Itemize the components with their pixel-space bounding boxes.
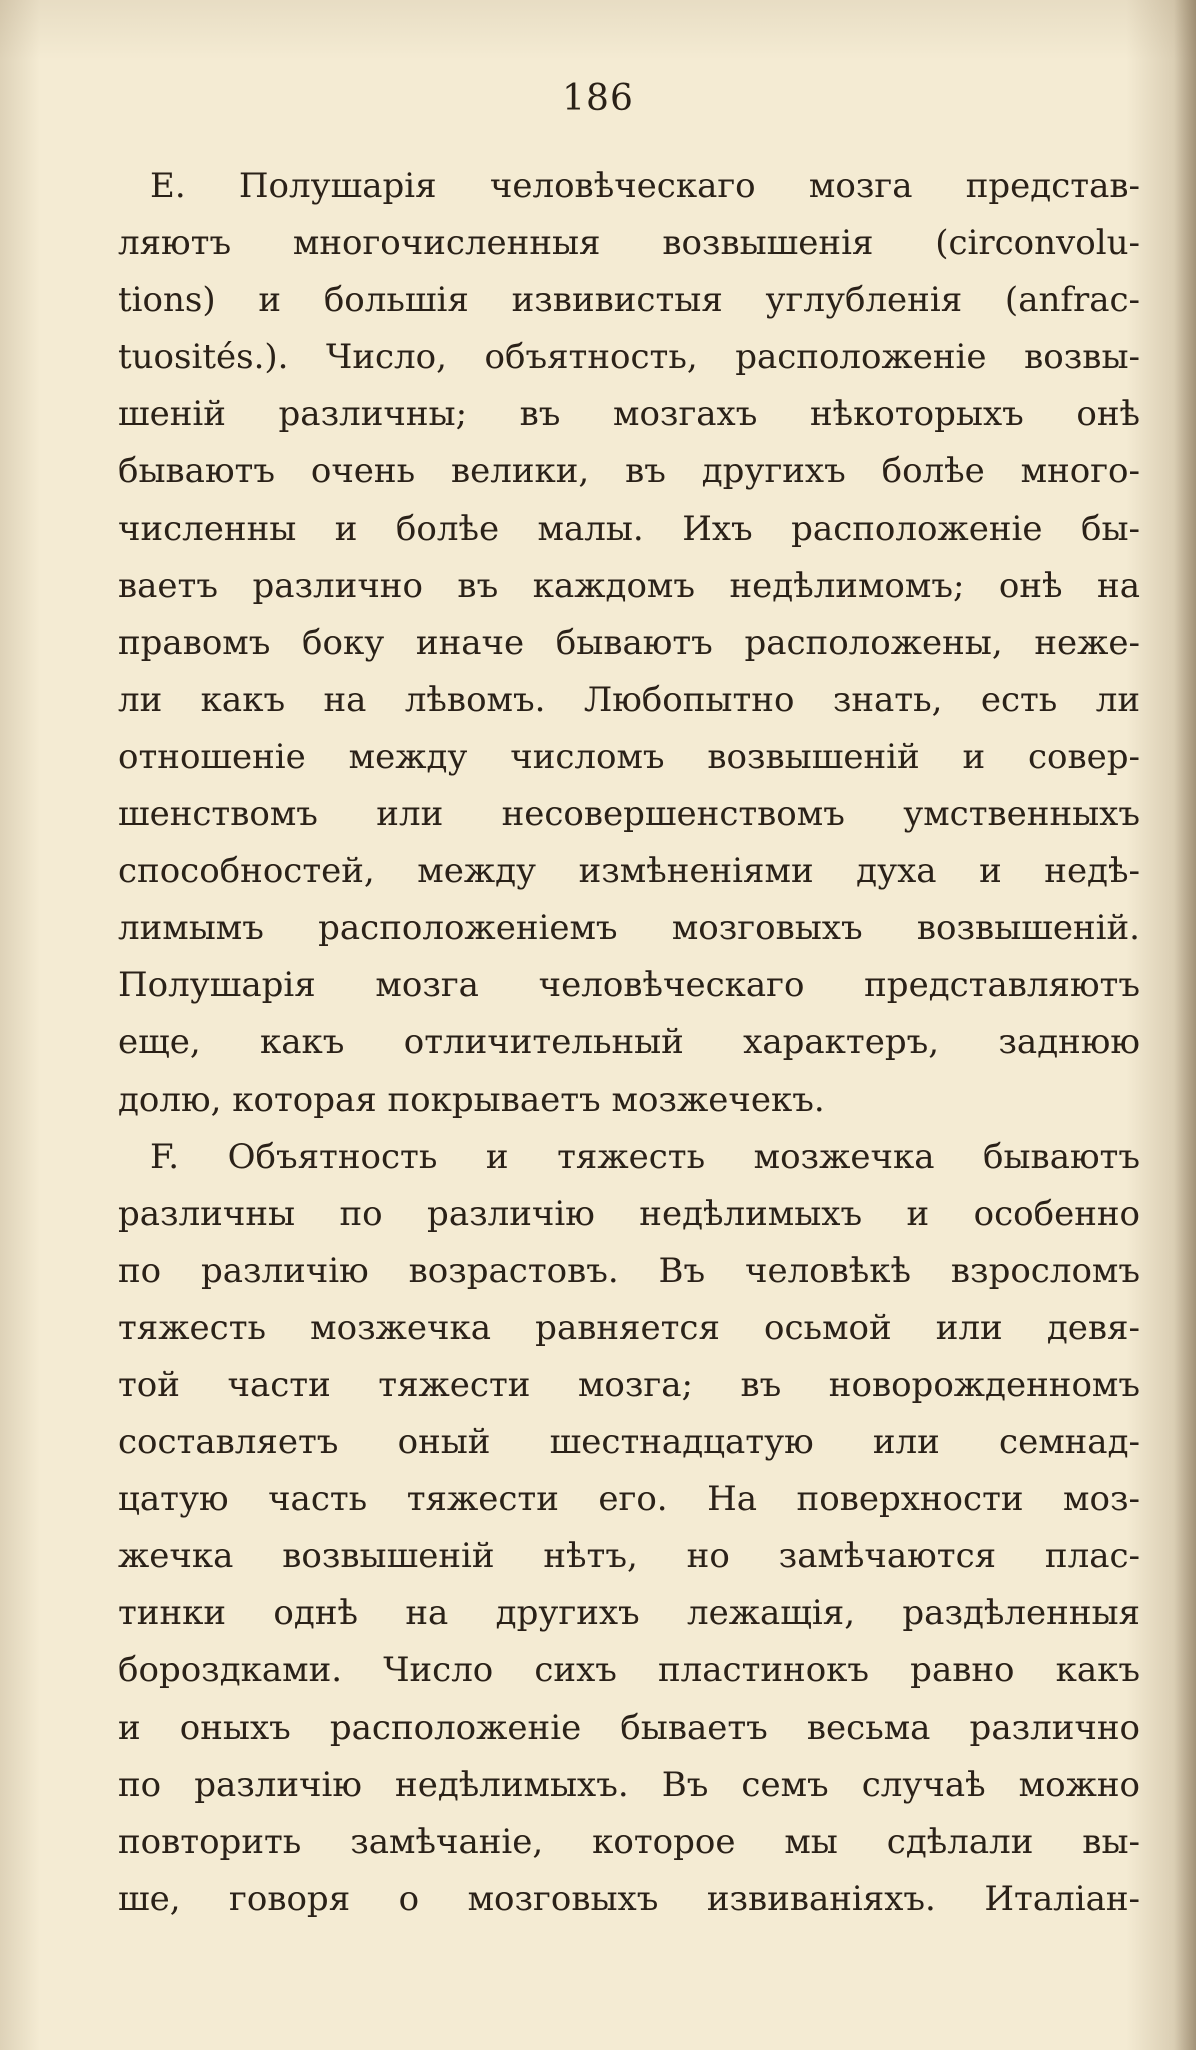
text-line: жечка возвышеній нѣтъ, но замѣчаются плас- — [118, 1536, 1140, 1577]
text-line: ляютъ многочисленныя возвышенія (circonvolu- — [118, 223, 1140, 264]
text-line: ше, говоря о мозговыхъ извиваніяхъ. Италіан- — [118, 1878, 1140, 1919]
text-line: F. Объятность и тяжесть мозжечка бываютъ — [150, 1136, 1140, 1177]
text-line: повторить замѣчаніе, которое мы сдѣлали вы- — [118, 1821, 1140, 1862]
text-line: ваетъ различно въ каждомъ недѣлимомъ; онѣ на — [118, 565, 1140, 606]
text-line: правомъ боку иначе бываютъ расположены, неже- — [118, 622, 1140, 663]
page-edge-shadow — [1174, 0, 1196, 2050]
text-line: бороздками. Число сихъ пластинокъ равно какъ — [118, 1650, 1140, 1691]
text-line: численны и болѣе малы. Ихъ расположеніе бы- — [118, 508, 1140, 549]
text-line: тинки однѣ на другихъ лежащія, раздѣленныя — [118, 1593, 1140, 1634]
text-line: отношеніе между числомъ возвышеній и совер- — [118, 736, 1140, 777]
text-line: E. Полушарія человѣческаго мозга представ- — [150, 166, 1140, 206]
text-line: и оныхъ расположеніе бываетъ весьма различно — [118, 1707, 1140, 1748]
text-line: ли какъ на лѣвомъ. Любопытно знать, есть ли — [118, 679, 1140, 720]
text-line: шеній различны; въ мозгахъ нѣкоторыхъ онѣ — [118, 394, 1140, 435]
text-line: той части тяжести мозга; въ новорожденномъ — [118, 1364, 1140, 1405]
text-line: способностей, между измѣненіями духа и недѣ- — [118, 851, 1140, 892]
text-line: tuosités.). Число, объятность, расположеніе возвы- — [118, 337, 1140, 378]
text-line: цатую часть тяжести его. На поверхности моз- — [118, 1479, 1140, 1520]
page-number: 186 — [562, 78, 634, 119]
text-line: по различію недѣлимыхъ. Въ семъ случаѣ можно — [118, 1764, 1140, 1805]
text-line: тяжесть мозжечка равняется осьмой или девя- — [118, 1307, 1140, 1348]
text-line: различны по различію недѣлимыхъ и особенно — [118, 1193, 1140, 1234]
text-line: tions) и большія извивистыя углубленія (anfrac- — [118, 280, 1140, 321]
text-line: по различію возрастовъ. Въ человѣкѣ взросломъ — [118, 1250, 1140, 1291]
text-line: бываютъ очень велики, въ другихъ болѣе много- — [118, 451, 1140, 492]
text-line: Полушарія мозга человѣческаго представляютъ — [118, 965, 1140, 1006]
text-line: долю, которая покрываетъ мозжечекъ. — [118, 1079, 825, 1120]
body-text — [118, 158, 1140, 1928]
text-line: лимымъ расположеніемъ мозговыхъ возвышеній. — [118, 908, 1140, 949]
text-line: составляетъ оный шестнадцатую или семнад- — [118, 1422, 1140, 1463]
text-line: шенствомъ или несовершенствомъ умственныхъ — [118, 794, 1140, 835]
text-line: еще, какъ отличительный характеръ, заднюю — [118, 1022, 1140, 1063]
